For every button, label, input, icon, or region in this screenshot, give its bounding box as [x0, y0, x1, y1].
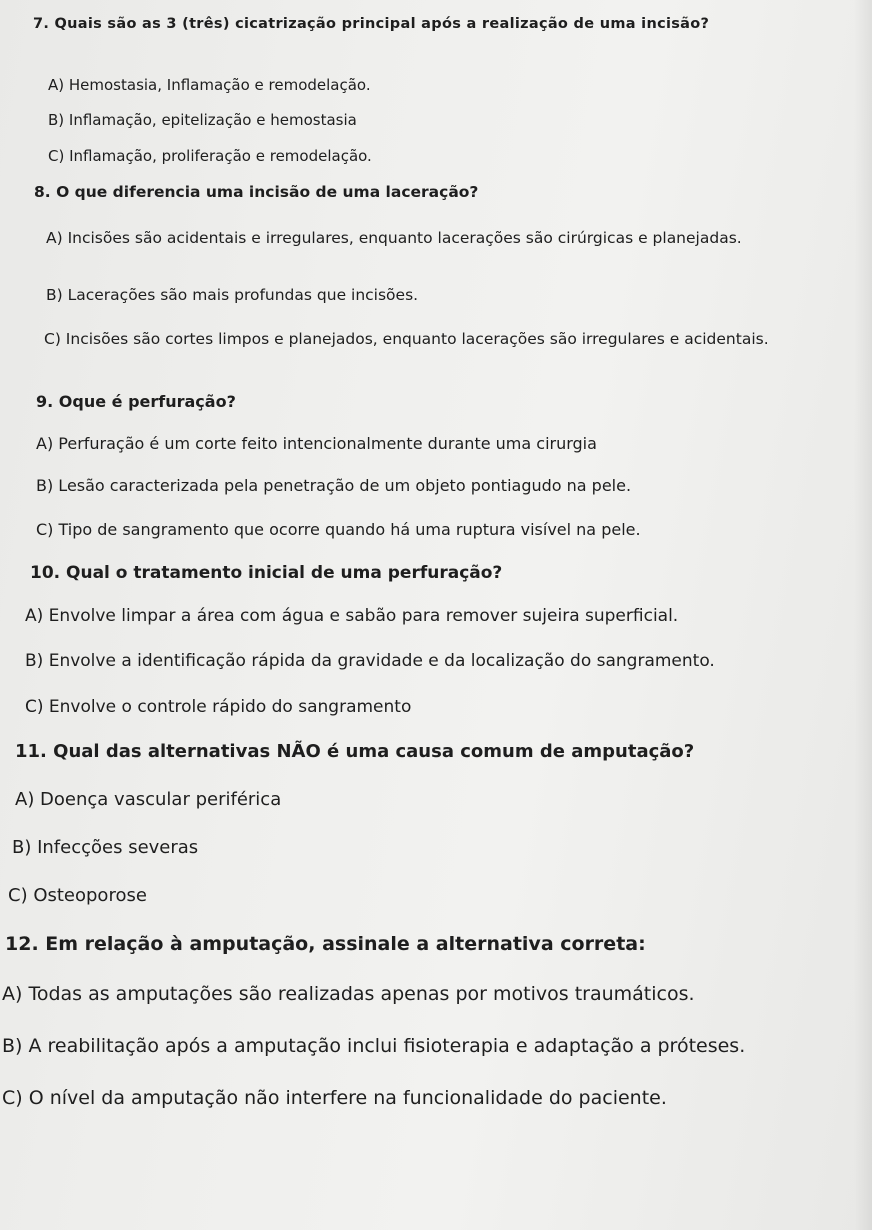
question-9-option-b: B) Lesão caracterizada pela penetração de um objeto pontiagudo na pele. [36, 476, 632, 495]
question-7-option-b: B) Inflamação, epitelização e hemostasia [48, 111, 357, 129]
question-11: 11. Qual das alternativas NÃO é uma causa comum de amputação? [15, 741, 695, 762]
question-12: 12. Em relação à amputação, assinale a alternativa correta: [5, 933, 646, 955]
question-7-option-a: A) Hemostasia, Inflamação e remodelação. [48, 76, 371, 94]
question-12-option-a: A) Todas as amputações são realizadas apenas por motivos traumáticos. [2, 983, 695, 1005]
question-10-option-a: A) Envolve limpar a área com água e sabão para remover sujeira superficial. [25, 606, 679, 626]
question-10-option-b: B) Envolve a identificação rápida da gravidade e da localização do sangramento. [25, 651, 715, 671]
page-edge-shadow [854, 0, 872, 1230]
question-12-option-b: B) A reabilitação após a amputação inclui fisioterapia e adaptação a próteses. [2, 1035, 746, 1057]
question-12-option-c: C) O nível da amputação não interfere na funcionalidade do paciente. [2, 1087, 667, 1109]
question-8-option-a: A) Incisões são acidentais e irregulares, enquanto lacerações são cirúrgicas e planejadas. [46, 229, 742, 247]
question-10: 10. Qual o tratamento inicial de uma perfuração? [30, 563, 503, 583]
question-9: 9. Oque é perfuração? [36, 392, 236, 411]
question-11-option-b: B) Infecções severas [12, 837, 199, 858]
question-10-option-c: C) Envolve o controle rápido do sangramento [25, 697, 412, 717]
question-8-option-c: C) Incisões são cortes limpos e planejados, enquanto lacerações são irregulares e acidentais. [44, 330, 769, 348]
question-7-option-c: C) Inflamação, proliferação e remodelação. [48, 147, 372, 165]
question-11-option-c: C) Osteoporose [8, 885, 147, 906]
question-8: 8. O que diferencia uma incisão de uma laceração? [34, 183, 479, 201]
question-9-option-a: A) Perfuração é um corte feito intencionalmente durante uma cirurgia [36, 434, 597, 453]
question-8-option-b: B) Lacerações são mais profundas que incisões. [46, 286, 419, 304]
question-9-option-c: C) Tipo de sangramento que ocorre quando há uma ruptura visível na pele. [36, 520, 641, 539]
question-7: 7. Quais são as 3 (três) cicatrização principal após a realização de uma incisão? [33, 16, 710, 32]
question-11-option-a: A) Doença vascular periférica [15, 789, 282, 810]
